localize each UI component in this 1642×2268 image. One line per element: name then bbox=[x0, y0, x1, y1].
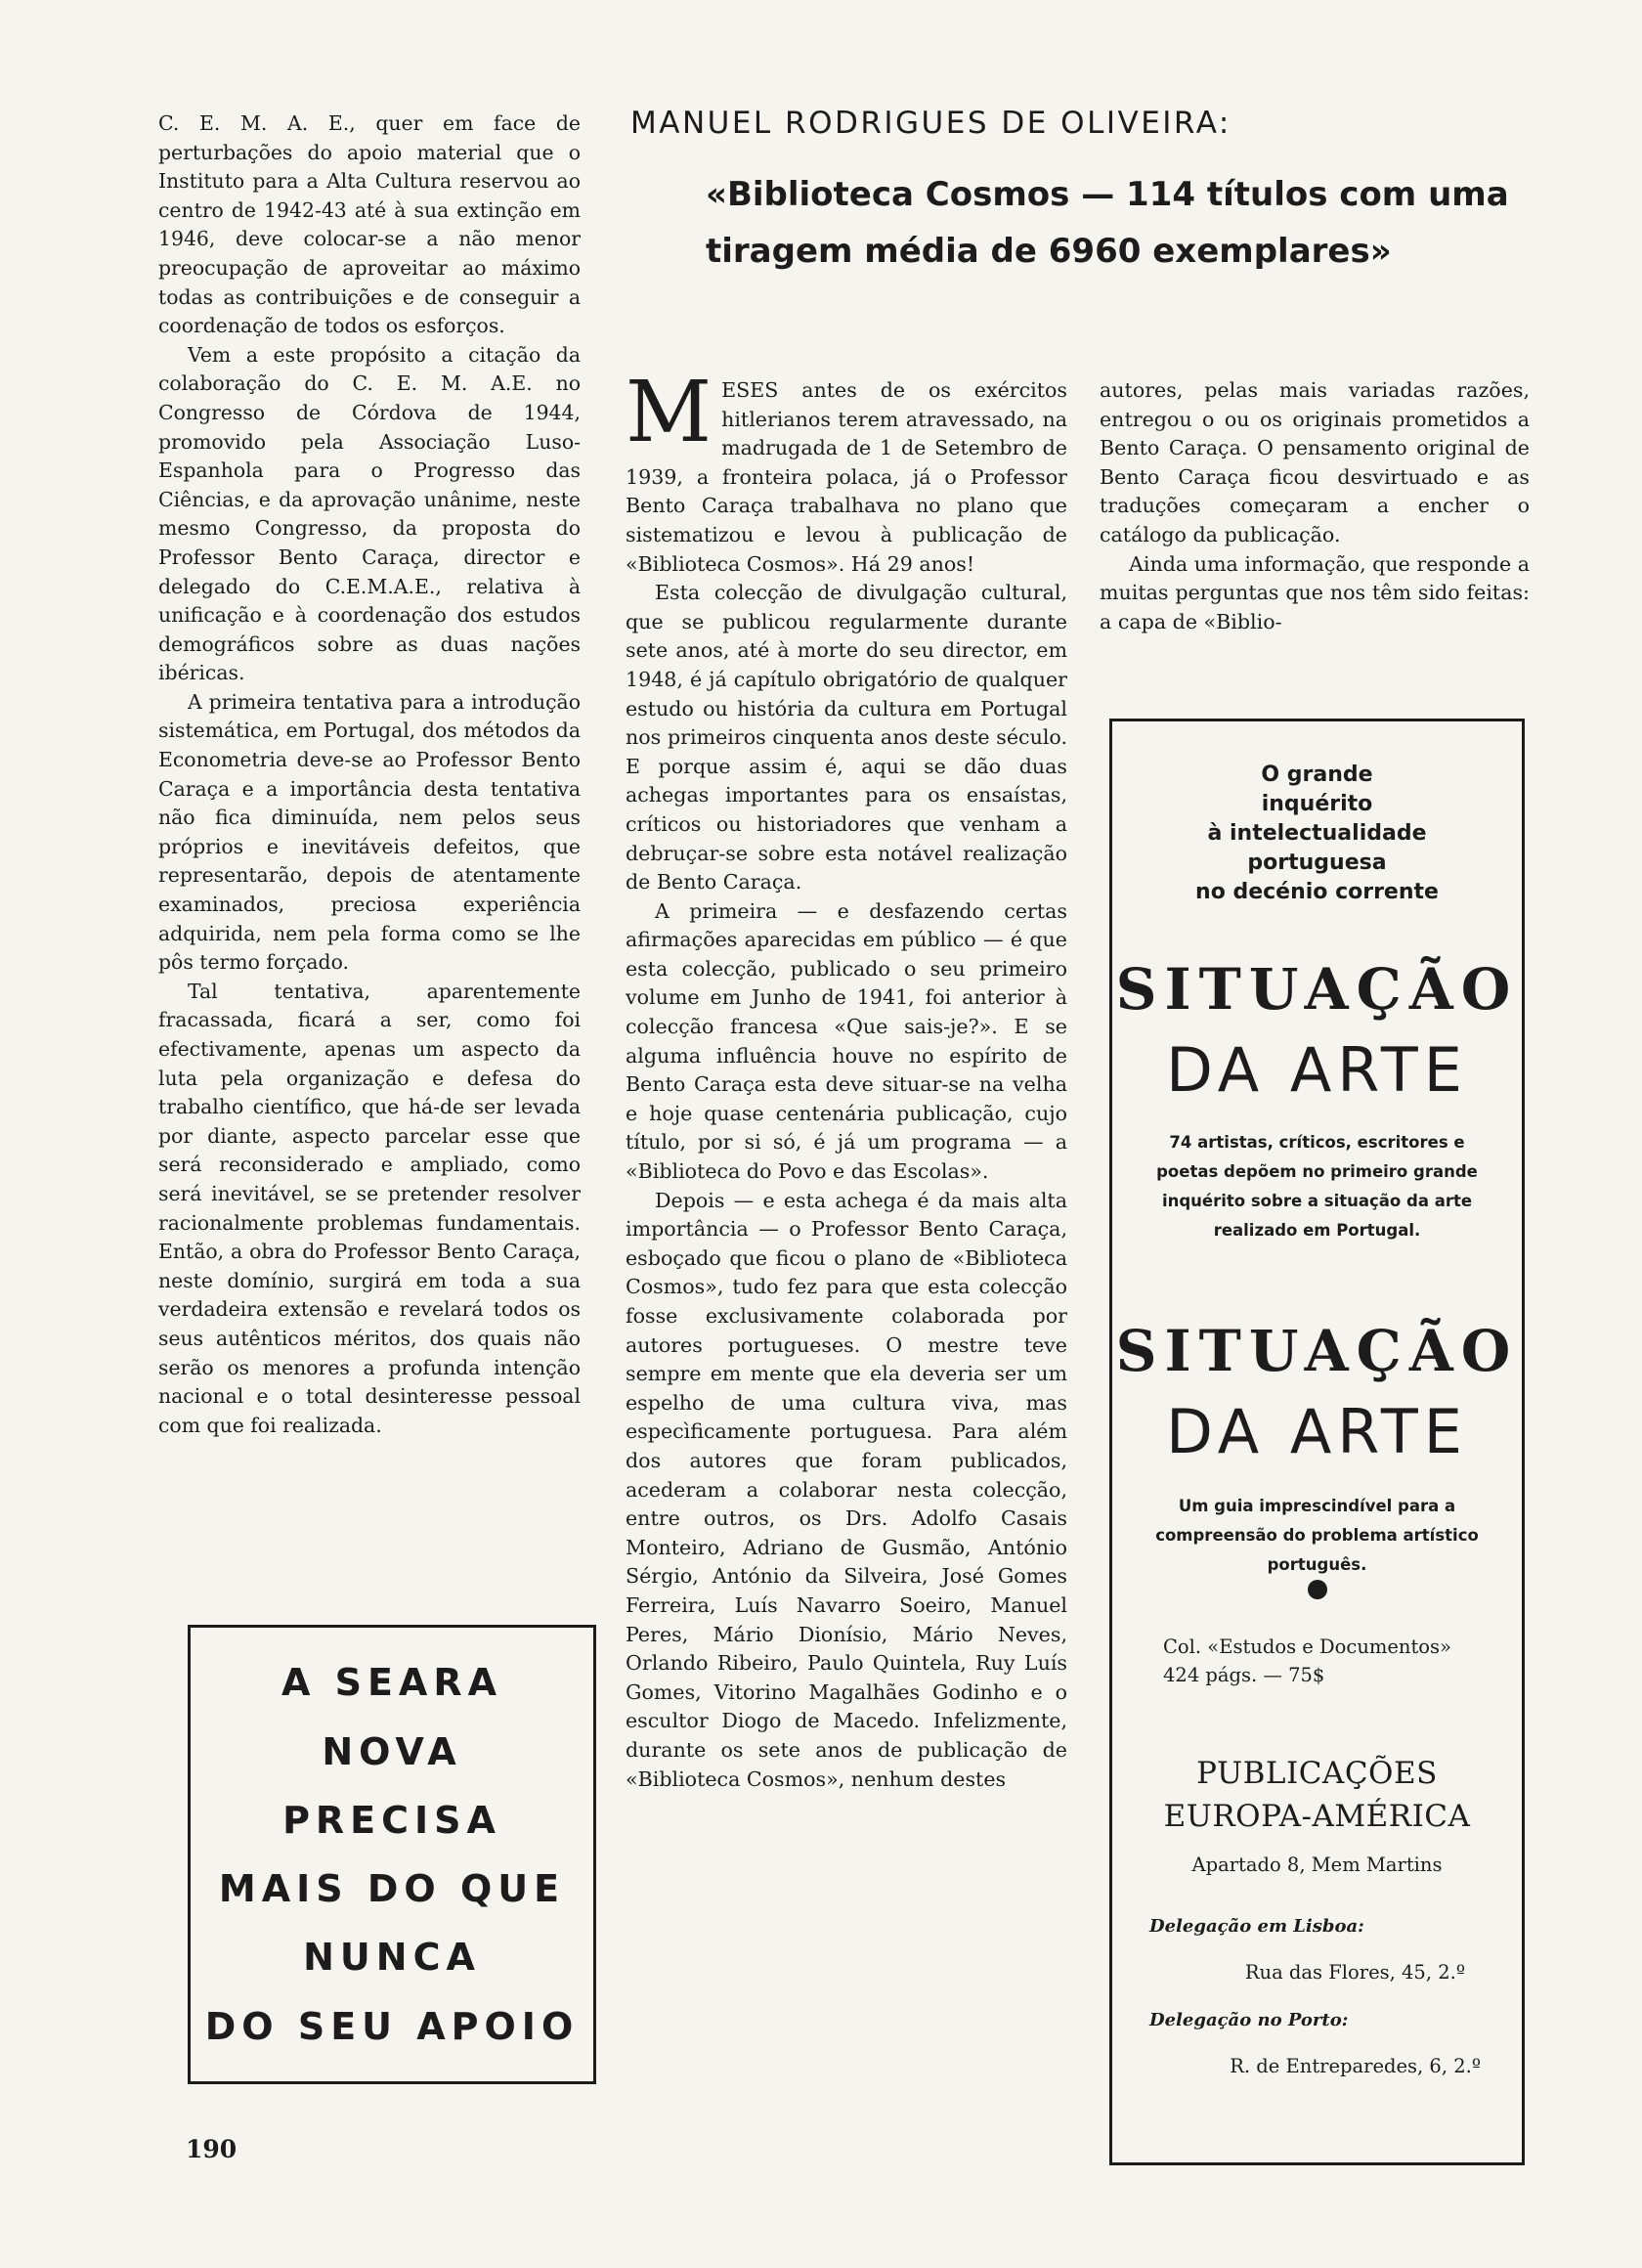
ad-publisher bbox=[1112, 1752, 1522, 1838]
ad-address: Apartado 8, Mem Martins bbox=[1191, 1854, 1443, 1876]
appeal-line: NOVA bbox=[322, 1729, 462, 1773]
ad-collection-info bbox=[1163, 1633, 1502, 1689]
title-line: tiragem média de 6960 exemplares» bbox=[706, 232, 1392, 271]
paragraph bbox=[626, 364, 1067, 579]
ad-collection: Col. «Estudos e Documentos» bbox=[1163, 1636, 1451, 1658]
appeal-line: A SEARA bbox=[281, 1661, 503, 1705]
paragraph: Esta colecção de divulgação cultural, que se publicou regularmente durante sete anos, até à morte do seu director, em 1948, é já capítulo obrigatório de qualquer estudo ou história da cultura em Portugal nos primeiros cinquenta anos deste século. E porque assim é, aqui se dão duas achegas importantes para os ensaístas, críticos ou historiadores que venham a debruçar-se sobre esta notável realização de Bento Caraça. bbox=[626, 581, 1067, 894]
appeal-line: MAIS DO QUE bbox=[218, 1867, 566, 1911]
title-line: «Biblioteca Cosmos — 114 títulos com uma bbox=[706, 175, 1509, 214]
paragraph: autores, pelas mais variadas razões, entregou o ou os originais prometidos a Bento Caraça. O pensamento original de Bento Caraça ficou desvirtuado e as traduções começaram a encher o catálogo da publicação. bbox=[1100, 378, 1530, 546]
paragraph-text: ESES antes de os exércitos hitlerianos terem atravessado, na madrugada de 1 de Setembro de 1939, a fronteira polaca, já o Professor Bento Caraça trabalhava no plano que sistematizou e levou à publicação de «Biblioteca Cosmos». Há 29 anos! bbox=[626, 378, 1067, 576]
ad-pages-price: 424 págs. — 75$ bbox=[1163, 1664, 1325, 1686]
ad-publisher-line: EUROPA-AMÉRICA bbox=[1163, 1799, 1471, 1834]
appeal-line: PRECISA bbox=[282, 1798, 501, 1842]
ad-blurb-1: 74 artistas, críticos, escritores e poetas depõem no primeiro grande inquérito sobre a situação da arte realizado em Portugal. bbox=[1156, 1133, 1478, 1240]
article-column-middle bbox=[626, 364, 1067, 1794]
ad-porto-address: R. de Entreparedes, 6, 2.º bbox=[1230, 2055, 1481, 2077]
paragraph: Ainda uma informação, que responde a muitas perguntas que nos têm sido feitas: a capa de «Biblio- bbox=[1100, 551, 1530, 633]
appeal-line: NUNCA bbox=[303, 1936, 481, 1980]
bullet-dot-icon bbox=[1308, 1580, 1327, 1599]
ad-inquiry-heading bbox=[1112, 761, 1522, 907]
ad-publisher-line: PUBLICAÇÕES bbox=[1196, 1756, 1438, 1791]
article-column-right bbox=[1100, 376, 1530, 636]
article-author: MANUEL RODRIGUES DE OLIVEIRA: bbox=[630, 106, 1232, 141]
ad-book-title-2: SITUAÇÃO bbox=[1115, 1318, 1519, 1384]
ad-porto-label: Delegação no Porto: bbox=[1149, 2010, 1349, 2030]
ad-blurb-2: Um guia imprescindível para a compreensão do problema artístico português. bbox=[1155, 1497, 1479, 1574]
drop-cap: M bbox=[626, 364, 713, 461]
seara-nova-appeal-box bbox=[188, 1625, 596, 2084]
appeal-line: DO SEU APOIO bbox=[204, 2004, 580, 2048]
ad-inquiry-line: O grande bbox=[1261, 763, 1373, 787]
advertisement-box bbox=[1109, 719, 1525, 2165]
paragraph: Depois — e esta achega é da mais alta importância — o Professor Bento Caraça, esboçado que ficou o plano de «Biblioteca Cosmos», tudo fez para que esta colecção fosse exclusivamente colaborada por autores portugueses. O mestre teve sempre em mente que ela deveria ser um espelho de uma cultura viva, mas especìficamente portuguesa. Para além dos autores que foram publicados, acederam a colaborar nesta colecção, entre outros, os Drs. Adolfo Casais Monteiro, Adriano de Gusmão, António Sérgio, António da Silveira, José Gomes Ferreira, Luís Navarro Soeiro, Manuel Peres, Mário Dionísio, Mário Neves, Orlando Ribeiro, Paulo Quintela, Ruy Luís Gomes, Vitorino Magalhães Godinho e o escultor Diogo de Macedo. Infelizmente, durante os sete anos de publicação de «Biblioteca Cosmos», nenhum destes bbox=[626, 1188, 1067, 1791]
article-title bbox=[706, 166, 1538, 280]
ad-inquiry-line: portuguesa bbox=[1247, 850, 1387, 875]
article-column-left bbox=[158, 109, 581, 1440]
page-number: 190 bbox=[186, 2135, 238, 2163]
ad-inquiry-line: à intelectualidade bbox=[1207, 821, 1427, 846]
ad-book-subtitle-1: DA ARTE bbox=[1166, 1034, 1468, 1106]
paragraph: Tal tentativa, aparentemente fracassada, ficará a ser, como foi efectivamente, apenas um aspecto da luta pela organização e defesa do trabalho científico, que há-de ser levada por diante, aspecto parcelar esse que será reconsiderado e ampliado, como será inevitável, se se pretender resolver racionalmente problemas fundamentais. Então, a obra do Professor Bento Caraça, neste domínio, surgirá em toda a sua verdadeira extensão e revelará todos os seus autênticos méritos, dos quais não serão os menores a profunda intenção nacional e o total desinteresse pessoal com que foi realizada. bbox=[158, 979, 581, 1437]
ad-book-subtitle-2: DA ARTE bbox=[1166, 1396, 1468, 1467]
ad-book-title-1: SITUAÇÃO bbox=[1115, 956, 1519, 1023]
ad-inquiry-line: inquérito bbox=[1261, 792, 1373, 816]
paragraph: A primeira — e desfazendo certas afirmações aparecidas em público — é que esta colecção, publicado o seu primeiro volume em Junho de 1941, foi anterior à colecção francesa «Que sais-je?». E se alguma influência houve no espírito de Bento Caraça esta deve situar-se na velha e hoje quase centenária publicação, cujo título, por si só, é já um programa — a «Biblioteca do Povo e das Escolas». bbox=[626, 898, 1067, 1184]
ad-lisbon-label: Delegação em Lisboa: bbox=[1149, 1916, 1364, 1937]
ad-lisbon-address: Rua das Flores, 45, 2.º bbox=[1244, 1961, 1465, 1984]
ad-inquiry-line: no decénio corrente bbox=[1195, 880, 1439, 904]
paragraph: A primeira tentativa para a introdução sistemática, em Portugal, dos métodos da Econometria deve-se ao Professor Bento Caraça e a importância desta tentativa não fica diminuída, nem pelos seus próprios e inevitáveis defeitos, que representarão, depois de atentamente examinados, preciosa experiência adquirida, nem pela forma como se lhe pôs termo forçado. bbox=[158, 689, 581, 975]
paragraph: Vem a este propósito a citação da colaboração do C. E. M. A.E. no Congresso de Córdova de 1944, promovido pela Associação Luso-Espanhola para o Progresso das Ciências, e da aprovação unânime, neste mesmo Congresso, da proposta do Professor Bento Caraça, director e delegado do C.E.M.A.E., relativa à unificação e à coordenação dos estudos demográficos sobre as duas nações ibéricas. bbox=[158, 342, 581, 685]
paragraph: C. E. M. A. E., quer em face de perturbações do apoio material que o Instituto para a Alta Cultura reservou ao centro de 1942-43 até à sua extinção em 1946, deve colocar-se a não menor preocupação de aproveitar ao máximo todas as contribuições e de conseguir a coordenação de todos os esforços. bbox=[158, 111, 581, 338]
